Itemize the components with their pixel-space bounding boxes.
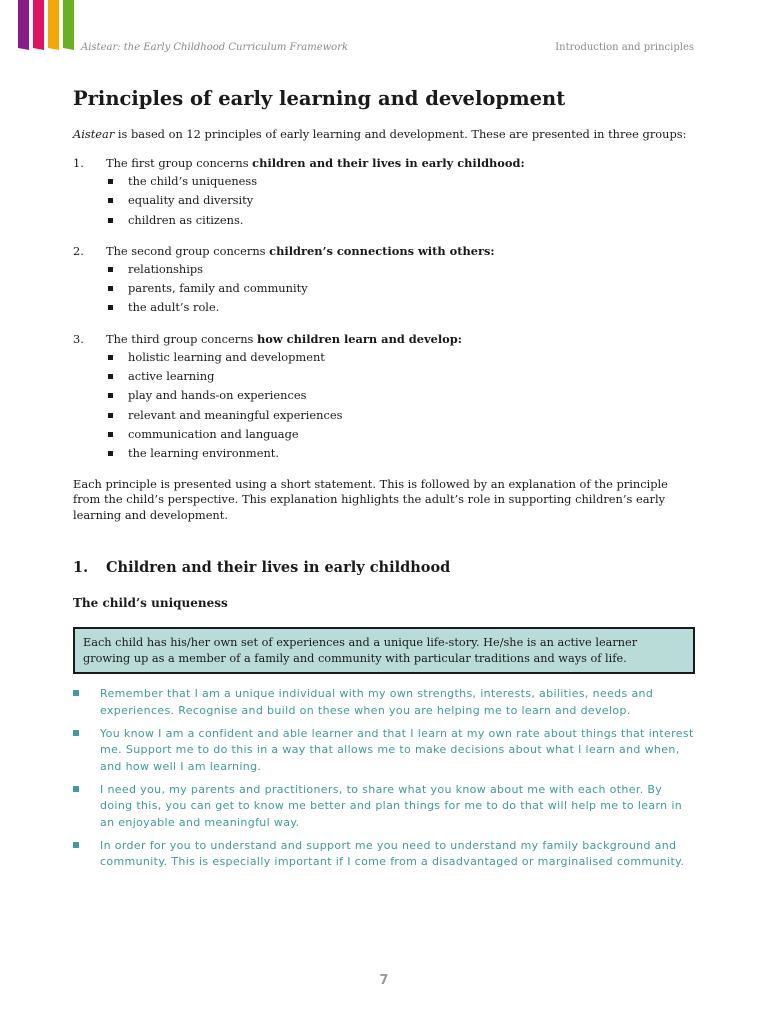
group-bold: children’s connections with others: — [269, 243, 495, 258]
voice-text: You know I am a confident and able learner and that I learn at my own rate about things that interest me. Support me to do this in a way that allows me to make decisions about what I learn and when, and how well I am learning. — [100, 726, 694, 773]
principle-statement-box: Each child has his/her own set of experiences and a unique life-story. He/she is an active learner growing up as a member of a family and community with particular traditions and ways of life. — [73, 627, 695, 674]
list-item: the learning environment. — [106, 444, 695, 463]
running-header-section: Introduction and principles — [555, 42, 694, 53]
list-item: equality and diversity — [106, 191, 695, 210]
page-title: Principles of early learning and development — [73, 87, 566, 110]
pink-stripe — [33, 0, 44, 50]
group-bold: how children learn and develop: — [257, 331, 462, 346]
list-item: holistic learning and development — [106, 348, 695, 367]
list-item: relationships — [106, 260, 695, 279]
section-heading — [73, 558, 695, 578]
voice-text: In order for you to understand and support me you need to understand my family background and community. This is especially important if I come from a disadvantaged or marginalised community. — [100, 838, 685, 869]
intro-paragraph — [73, 126, 695, 142]
list-item: parents, family and community — [106, 279, 695, 298]
principle-group-1 — [73, 155, 695, 230]
purple-stripe — [18, 0, 29, 50]
list-item: active learning — [106, 367, 695, 386]
child-voice-list — [73, 686, 695, 871]
voice-item — [73, 782, 695, 832]
group-list — [73, 260, 695, 318]
list-item: communication and language — [106, 425, 695, 444]
voice-item — [73, 726, 695, 776]
bullet-icon — [73, 730, 79, 736]
voice-item — [73, 686, 695, 719]
group-lead: The second group concerns — [106, 243, 270, 258]
group-number: 2. — [73, 243, 84, 258]
running-header-title: Aistear: the Early Childhood Curriculum Framework — [81, 42, 349, 53]
group-list — [73, 172, 695, 230]
bullet-icon — [73, 786, 79, 792]
list-item: play and hands-on experiences — [106, 386, 695, 405]
group-heading — [73, 331, 695, 348]
page-number: 7 — [379, 973, 389, 988]
principle-group-2 — [73, 243, 695, 318]
group-number: 3. — [73, 331, 84, 346]
group-text — [106, 243, 495, 260]
list-item: relevant and meaningful experiences — [106, 406, 695, 425]
group-bold: children and their lives in early childhood: — [252, 156, 525, 170]
subheading: The child’s uniqueness — [73, 596, 228, 611]
principle-group-3 — [73, 331, 695, 464]
voice-item — [73, 838, 695, 871]
group-lead: The first group concerns — [106, 156, 253, 170]
orange-stripe — [48, 0, 59, 50]
brand-stripes — [18, 0, 74, 50]
group-text — [106, 331, 462, 348]
intro-emphasis: Aistear — [73, 127, 115, 141]
list-item: the child’s uniqueness — [106, 172, 695, 191]
list-item: the adult’s role. — [106, 298, 695, 317]
section-number: 1. — [73, 559, 89, 577]
bullet-icon — [73, 690, 79, 696]
group-text — [106, 155, 525, 172]
voice-text: Remember that I am a unique individual with my own strengths, interests, abilities, needs and experiences. Recognise and build on these when you are helping me to learn and develop. — [100, 687, 654, 717]
section-title: Children and their lives in early childhood — [106, 559, 451, 577]
green-stripe — [63, 0, 74, 50]
group-number: 1. — [73, 156, 84, 170]
group-list — [73, 348, 695, 464]
page-content — [73, 86, 695, 877]
group-heading — [73, 155, 695, 172]
list-item: children as citizens. — [106, 211, 695, 230]
bullet-icon — [73, 842, 79, 848]
group-heading — [73, 243, 695, 260]
description-paragraph: Each principle is presented using a short statement. This is followed by an explanation of the principle from the child’s perspective. This explanation highlights the adult’s role in supporting children’s early learning and development. — [73, 476, 668, 522]
group-lead: The third group concerns — [106, 331, 257, 346]
intro-text: is based on 12 principles of early learning and development. These are presented in three groups: — [114, 127, 687, 141]
voice-text: I need you, my parents and practitioners, to share what you know about me with each other. By doing this, you can get to know me better and plan things for me to do that will help me to learn in an enjoyable and meaningful way. — [100, 782, 683, 829]
